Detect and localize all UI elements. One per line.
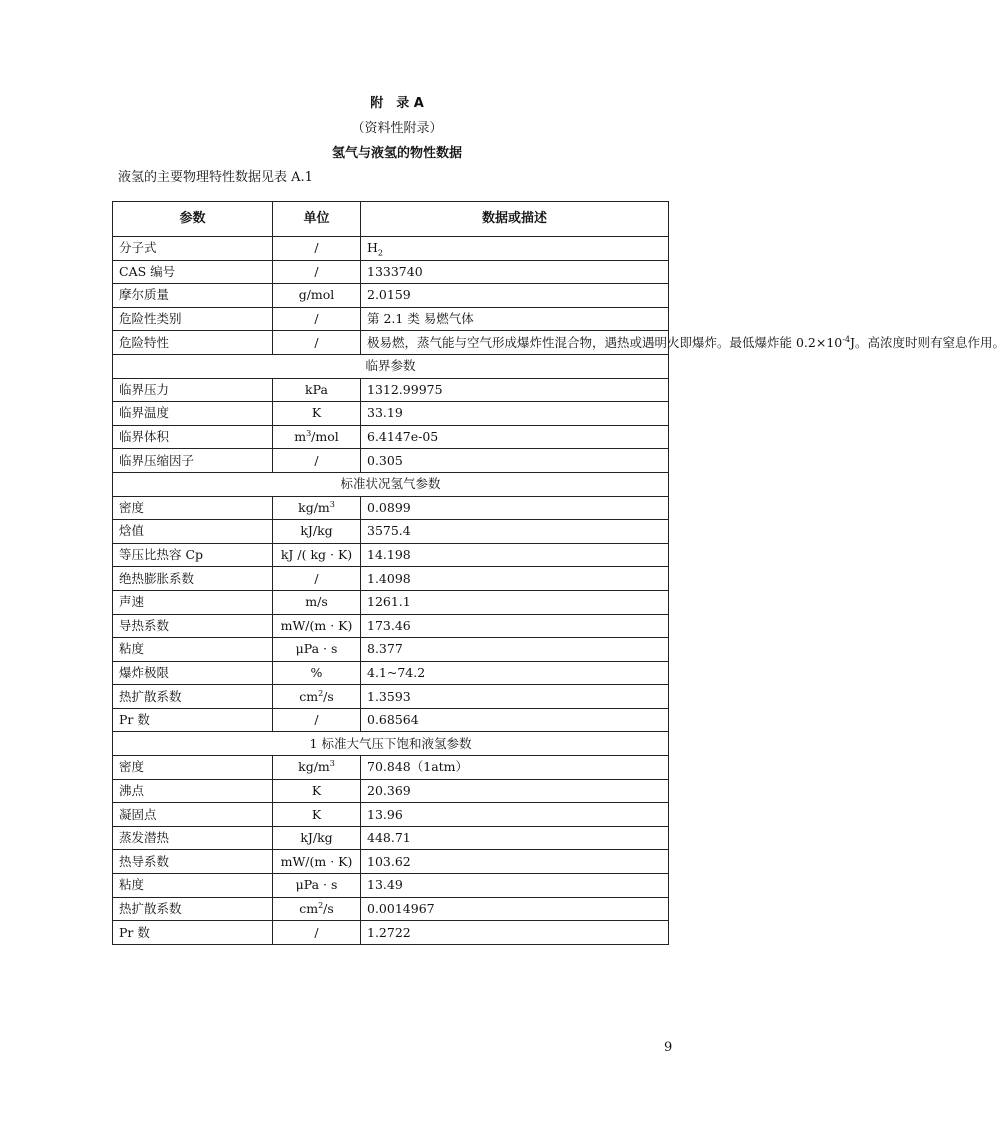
param-cell: 粘度 xyxy=(113,874,273,898)
table-row xyxy=(113,331,669,355)
table-row xyxy=(113,307,669,331)
table-row xyxy=(113,756,669,780)
intro-text: 液氢的主要物理特性数据见表 A.1 xyxy=(118,170,313,185)
appendix-title: 附 录 A xyxy=(370,96,424,111)
value-cell xyxy=(361,331,1005,355)
unit-cell: mW/(m · K) xyxy=(273,614,361,638)
properties-table xyxy=(112,201,1005,945)
param-cell: 热扩散系数 xyxy=(113,897,273,921)
unit-text: cm xyxy=(299,688,319,704)
table-row xyxy=(113,543,669,567)
param-cell: Pr 数 xyxy=(113,708,273,732)
section-row xyxy=(113,472,669,496)
value-cell: 13.96 xyxy=(361,803,669,827)
unit-text-suffix: /s xyxy=(323,900,334,916)
table-row xyxy=(113,496,669,520)
param-cell: 临界体积 xyxy=(113,425,273,449)
header-unit: 单位 xyxy=(273,202,361,237)
page-number: 9 xyxy=(664,1040,673,1055)
unit-cell xyxy=(273,425,361,449)
table-row xyxy=(113,661,669,685)
param-cell: 密度 xyxy=(113,756,273,780)
param-cell: 密度 xyxy=(113,496,273,520)
value-cell: 0.305 xyxy=(361,449,669,473)
table-row xyxy=(113,284,669,308)
unit-cell xyxy=(273,496,361,520)
table-row xyxy=(113,850,669,874)
param-cell: 绝热膨胀系数 xyxy=(113,567,273,591)
value-cell: 0.0014967 xyxy=(361,897,669,921)
unit-cell: % xyxy=(273,661,361,685)
unit-text: m xyxy=(294,429,307,445)
table-row xyxy=(113,614,669,638)
table-row xyxy=(113,874,669,898)
value-cell: 1.3593 xyxy=(361,685,669,709)
unit-cell: K xyxy=(273,779,361,803)
header-param: 参数 xyxy=(113,202,273,237)
value-subscript: 2 xyxy=(377,248,383,258)
unit-superscript: 3 xyxy=(329,499,335,509)
section-title: 临界参数 xyxy=(113,354,669,378)
unit-superscript: 2 xyxy=(318,900,324,910)
unit-text: cm xyxy=(299,900,319,916)
appendix-type: （资料性附录） xyxy=(351,121,443,136)
value-cell: 0.68564 xyxy=(361,708,669,732)
param-cell: 危险性类别 xyxy=(113,307,273,331)
unit-cell: μPa · s xyxy=(273,874,361,898)
unit-cell: kJ /( kg · K) xyxy=(273,543,361,567)
value-superscript: -4 xyxy=(842,334,851,344)
value-cell: 13.49 xyxy=(361,874,669,898)
value-cell: 6.4147e-05 xyxy=(361,425,669,449)
value-text: 极易燃，蒸气能与空气形成爆炸性混合物，遇热或遇明火即爆炸。最低爆炸能 0.2×10 xyxy=(367,334,843,350)
table-row xyxy=(113,590,669,614)
table-row xyxy=(113,921,669,945)
table-row xyxy=(113,567,669,591)
table-row xyxy=(113,402,669,426)
param-cell: 热导系数 xyxy=(113,850,273,874)
param-cell: 沸点 xyxy=(113,779,273,803)
param-cell: 焓值 xyxy=(113,520,273,544)
unit-text-suffix: /mol xyxy=(311,429,339,445)
unit-cell: / xyxy=(273,921,361,945)
table-row xyxy=(113,638,669,662)
value-cell xyxy=(361,237,669,261)
unit-cell: / xyxy=(273,260,361,284)
section-title: 标准状况氢气参数 xyxy=(113,472,669,496)
unit-cell: μPa · s xyxy=(273,638,361,662)
unit-cell: K xyxy=(273,803,361,827)
unit-cell: / xyxy=(273,237,361,261)
document-title: 氢气与液氢的物性数据 xyxy=(331,146,462,161)
unit-cell xyxy=(273,685,361,709)
unit-cell: / xyxy=(273,331,361,355)
unit-superscript: 3 xyxy=(306,428,312,438)
table-row xyxy=(113,260,669,284)
value-cell: 33.19 xyxy=(361,402,669,426)
param-cell: 热扩散系数 xyxy=(113,685,273,709)
param-cell: 凝固点 xyxy=(113,803,273,827)
section-row xyxy=(113,354,669,378)
value-cell: 103.62 xyxy=(361,850,669,874)
param-cell: 等压比热容 Cp xyxy=(113,543,273,567)
value-cell: 1.2722 xyxy=(361,921,669,945)
table-row xyxy=(113,685,669,709)
unit-cell: g/mol xyxy=(273,284,361,308)
param-cell: 临界压缩因子 xyxy=(113,449,273,473)
param-cell: 声速 xyxy=(113,590,273,614)
table-row xyxy=(113,449,669,473)
unit-text: kg/m xyxy=(298,499,330,515)
table-row xyxy=(113,237,669,261)
param-cell: 危险特性 xyxy=(113,331,273,355)
param-cell: Pr 数 xyxy=(113,921,273,945)
header-value: 数据或描述 xyxy=(361,202,669,237)
value-cell: 4.1~74.2 xyxy=(361,661,669,685)
table-row xyxy=(113,378,669,402)
param-cell: 蒸发潜热 xyxy=(113,826,273,850)
value-cell: 0.0899 xyxy=(361,496,669,520)
value-cell: 2.0159 xyxy=(361,284,669,308)
unit-cell: kJ/kg xyxy=(273,826,361,850)
param-cell: 分子式 xyxy=(113,237,273,261)
param-cell: CAS 编号 xyxy=(113,260,273,284)
section-title: 1 标准大气压下饱和液氢参数 xyxy=(113,732,669,756)
value-cell: 173.46 xyxy=(361,614,669,638)
value-cell: 14.198 xyxy=(361,543,669,567)
unit-cell: / xyxy=(273,307,361,331)
table-row xyxy=(113,520,669,544)
unit-text-suffix: /s xyxy=(323,688,334,704)
value-cell: 70.848（1atm） xyxy=(361,756,669,780)
value-text: H xyxy=(367,240,378,256)
value-cell: 1261.1 xyxy=(361,590,669,614)
unit-text: kg/m xyxy=(298,759,330,775)
table-row xyxy=(113,897,669,921)
unit-cell: / xyxy=(273,567,361,591)
unit-cell: K xyxy=(273,402,361,426)
table-row xyxy=(113,779,669,803)
table-row xyxy=(113,803,669,827)
value-cell: 448.71 xyxy=(361,826,669,850)
unit-cell xyxy=(273,756,361,780)
unit-superscript: 2 xyxy=(318,688,324,698)
unit-superscript: 3 xyxy=(329,759,335,769)
table-row xyxy=(113,826,669,850)
unit-cell: mW/(m · K) xyxy=(273,850,361,874)
param-cell: 爆炸极限 xyxy=(113,661,273,685)
param-cell: 摩尔质量 xyxy=(113,284,273,308)
unit-cell xyxy=(273,897,361,921)
table-row xyxy=(113,708,669,732)
value-text-suffix: J。高浓度时则有窒息作用。 xyxy=(850,334,1005,350)
unit-cell: / xyxy=(273,449,361,473)
unit-cell: m/s xyxy=(273,590,361,614)
table-body xyxy=(113,237,1005,945)
table-row xyxy=(113,425,669,449)
param-cell: 导热系数 xyxy=(113,614,273,638)
section-row xyxy=(113,732,669,756)
value-cell: 第 2.1 类 易燃气体 xyxy=(361,307,669,331)
table-header-row xyxy=(113,202,669,237)
value-cell: 1333740 xyxy=(361,260,669,284)
value-cell: 20.369 xyxy=(361,779,669,803)
value-cell: 1312.99975 xyxy=(361,378,669,402)
unit-cell: kJ/kg xyxy=(273,520,361,544)
value-cell: 1.4098 xyxy=(361,567,669,591)
unit-cell: / xyxy=(273,708,361,732)
param-cell: 临界压力 xyxy=(113,378,273,402)
param-cell: 粘度 xyxy=(113,638,273,662)
unit-cell: kPa xyxy=(273,378,361,402)
value-cell: 8.377 xyxy=(361,638,669,662)
param-cell: 临界温度 xyxy=(113,402,273,426)
value-cell: 3575.4 xyxy=(361,520,669,544)
